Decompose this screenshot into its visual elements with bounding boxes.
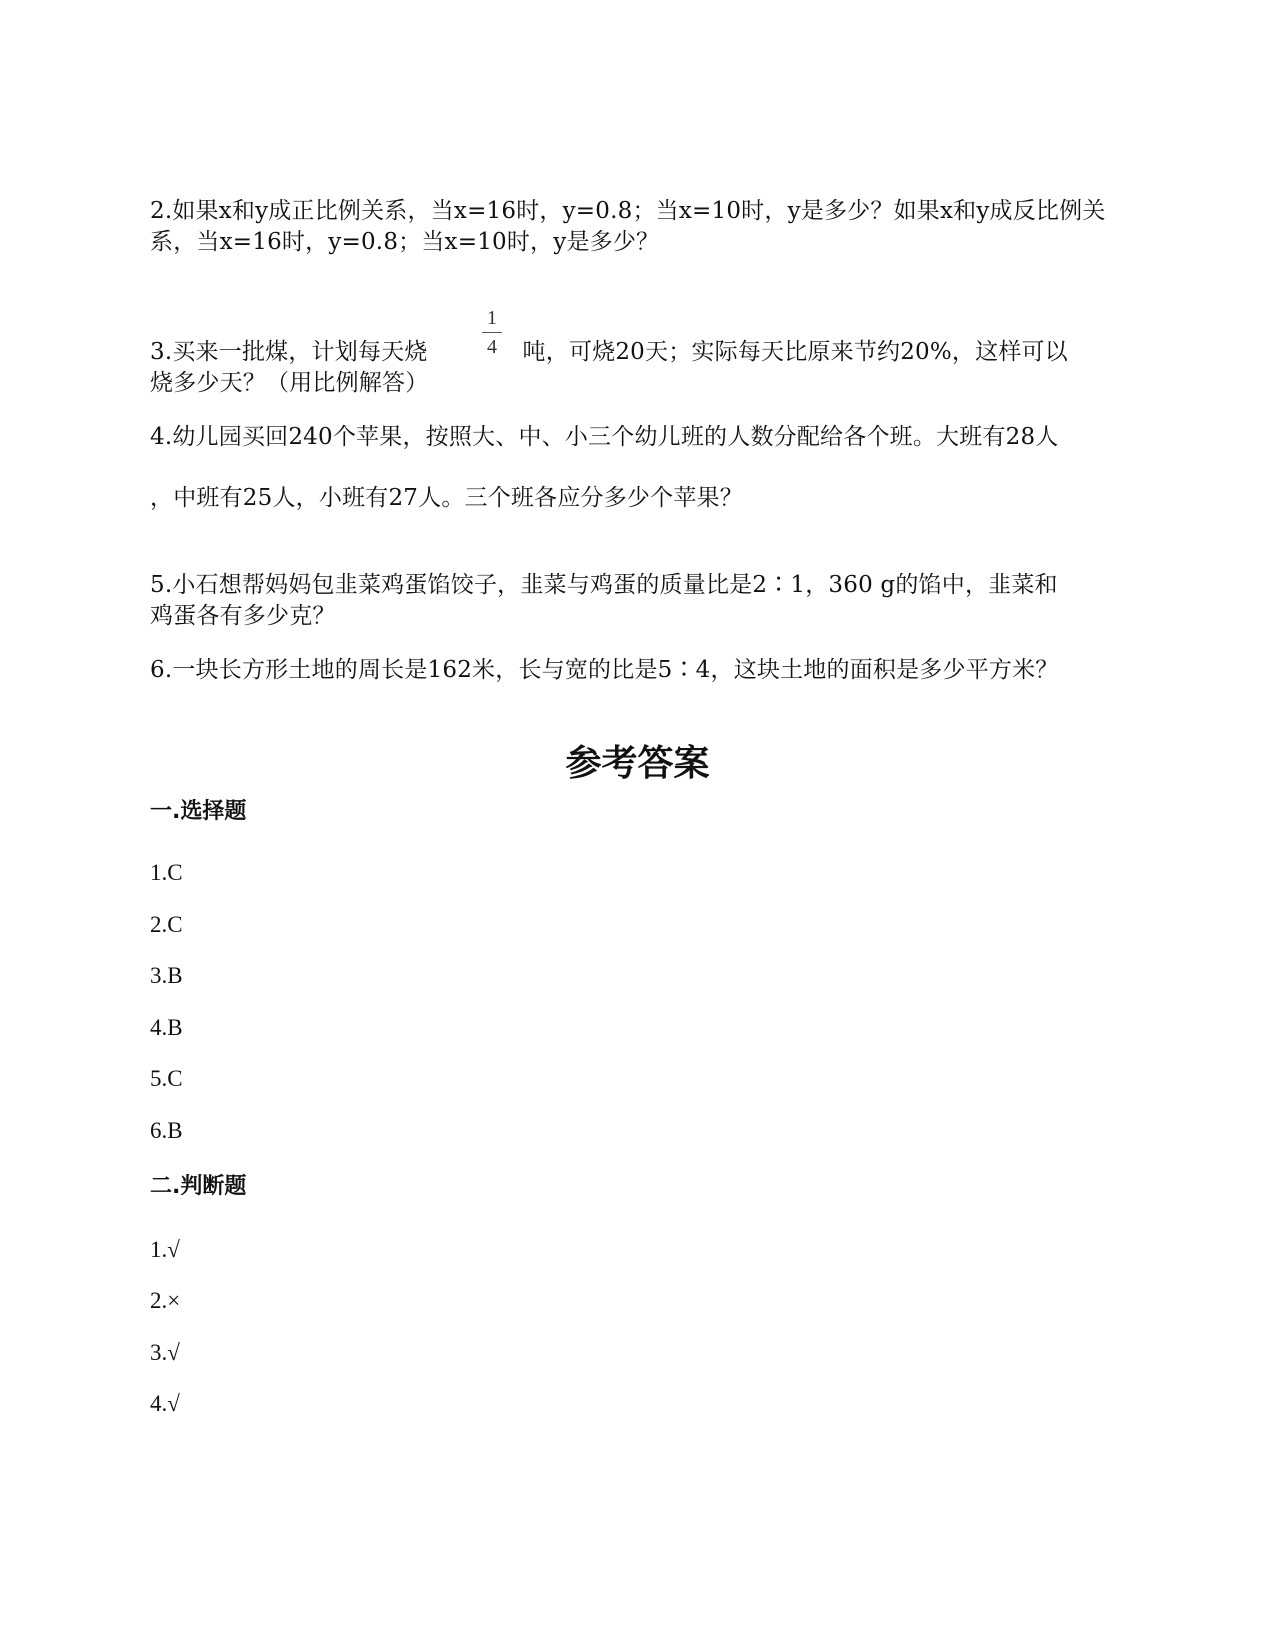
question-3-text-after-fraction: 吨，可烧20天；实际每天比原来节约20%，这样可以 bbox=[522, 339, 1068, 365]
answer-item: 3.√ bbox=[150, 1340, 180, 1365]
answer-item: 4.B bbox=[150, 1015, 183, 1040]
fraction-denominator: 4 bbox=[487, 336, 497, 358]
question-4 bbox=[150, 422, 1130, 453]
question-4-line-1: 4.幼儿园买回240个苹果，按照大、中、小三个幼儿班的人数分配给各个班。大班有28人 bbox=[150, 424, 1059, 450]
question-5-line-2: 鸡蛋各有多少克？ bbox=[150, 603, 336, 629]
answer-item: 1.C bbox=[150, 860, 183, 885]
fraction-bar bbox=[482, 332, 502, 333]
question-3-line-2: 烧多少天？（用比例解答） bbox=[150, 370, 429, 396]
answer-item: 2.× bbox=[150, 1288, 181, 1313]
answer-item: 3.B bbox=[150, 963, 183, 988]
question-3-line-1 bbox=[150, 337, 1130, 368]
question-2 bbox=[150, 196, 1130, 258]
answers-title: 参考答案 bbox=[565, 743, 710, 784]
question-2-line-2: 系，当x=16时，y=0.8；当x=10时，y是多少？ bbox=[150, 229, 660, 255]
section-1-heading: 一.选择题 bbox=[150, 799, 247, 824]
question-4-continued bbox=[150, 483, 1130, 514]
question-3 bbox=[150, 337, 1130, 399]
question-2-line-1: 2.如果x和y成正比例关系，当x=16时，y=0.8；当x=10时，y是多少？如果x和y成反比例关 bbox=[150, 198, 1106, 224]
answer-item: 2.C bbox=[150, 912, 183, 937]
fraction-numerator: 1 bbox=[487, 307, 497, 329]
answer-item: 5.C bbox=[150, 1066, 183, 1091]
answer-item: 1.√ bbox=[150, 1237, 180, 1262]
question-6 bbox=[150, 655, 1130, 686]
question-5 bbox=[150, 570, 1130, 632]
question-5-line-1: 5.小石想帮妈妈包韭菜鸡蛋馅饺子，韭菜与鸡蛋的质量比是2∶1，360 g的馅中，韭菜和 bbox=[150, 572, 1058, 598]
answer-item: 6.B bbox=[150, 1118, 183, 1143]
answer-item: 4.√ bbox=[150, 1391, 180, 1416]
question-6-line-1: 6.一块长方形土地的周长是162米，长与宽的比是5∶4，这块土地的面积是多少平方米？ bbox=[150, 657, 1059, 683]
question-4-line-2: ，中班有25人，小班有27人。三个班各应分多少个苹果？ bbox=[150, 485, 743, 511]
question-3-text-before-fraction: 3.买来一批煤，计划每天烧 bbox=[150, 339, 428, 365]
section-2-heading: 二.判断题 bbox=[150, 1174, 247, 1199]
